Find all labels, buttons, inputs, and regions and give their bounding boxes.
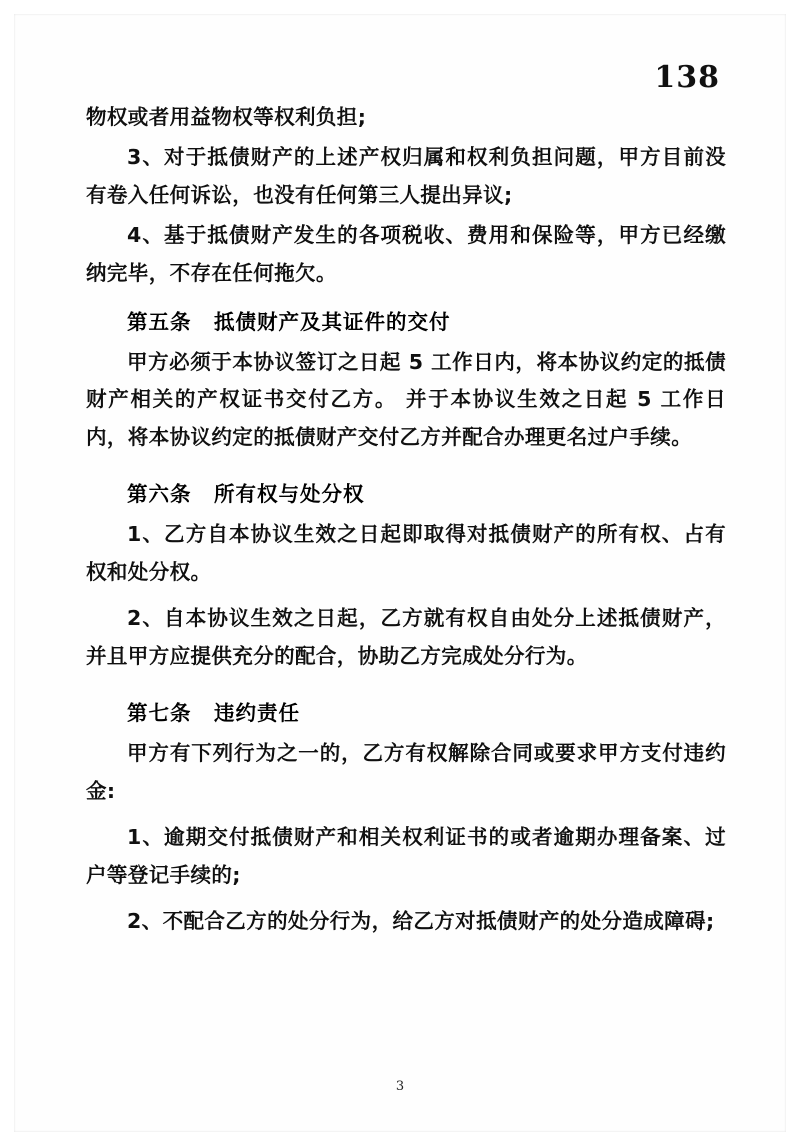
section-number-six: 第六条 (127, 482, 192, 507)
spacer (86, 459, 726, 465)
footer-page-number: 3 (395, 1079, 405, 1094)
section-heading-six (86, 475, 726, 514)
paragraph-section-seven-item-2: 2、不配合乙方的处分行为，给乙方对抵债财产的处分造成障碍; (127, 908, 715, 933)
section-number-five: 第五条 (127, 309, 192, 334)
paragraph-section-five-body: 甲方必须于本协议签订之日起 5 工作日内，将本协议约定的抵债财产相关的产权证书交付乙方。 并于本协议生效之日起 5 工作日内，将本协议约定的抵债财产交付乙方并配合办理更名过户手续。 (86, 349, 726, 450)
paragraph-clause-continuation: 物权或者用益物权等权利负担; (86, 105, 367, 129)
section-title-seven: 违约责任 (214, 700, 301, 725)
section-title-five: 抵债财产及其证件的交付 (214, 309, 451, 334)
section-heading-seven (86, 694, 726, 733)
stamp-page-number: 138 (654, 60, 720, 95)
section-number-seven: 第七条 (127, 700, 192, 725)
spacer (86, 678, 726, 684)
paragraph-section-six-item-2: 2、自本协议生效之日起，乙方就有权自由处分上述抵债财产，并且甲方应提供充分的配合，协助乙方完成处分行为。 (86, 606, 726, 669)
paragraph-item-3: 3、对于抵债财产的上述产权归属和权利负担问题，甲方目前没有卷入任何诉讼，也没有任何第三人提出异议; (86, 144, 726, 207)
paragraph-item-4: 4、基于抵债财产发生的各项税收、费用和保险等，甲方已经缴纳完毕，不存在任何拖欠。 (86, 222, 726, 285)
document-body (86, 60, 726, 942)
paragraph-section-six-item-1: 1、乙方自本协议生效之日起即取得对抵债财产的所有权、占有权和处分权。 (86, 522, 726, 585)
paragraph-section-seven-body: 甲方有下列行为之一的，乙方有权解除合同或要求甲方支付违约金: (86, 740, 726, 803)
section-title-six: 所有权与处分权 (214, 482, 365, 507)
paragraph-section-seven-item-1: 1、逾期交付抵债财产和相关权利证书的或者逾期办理备案、过户等登记手续的; (86, 824, 726, 887)
section-heading-five (86, 303, 726, 342)
